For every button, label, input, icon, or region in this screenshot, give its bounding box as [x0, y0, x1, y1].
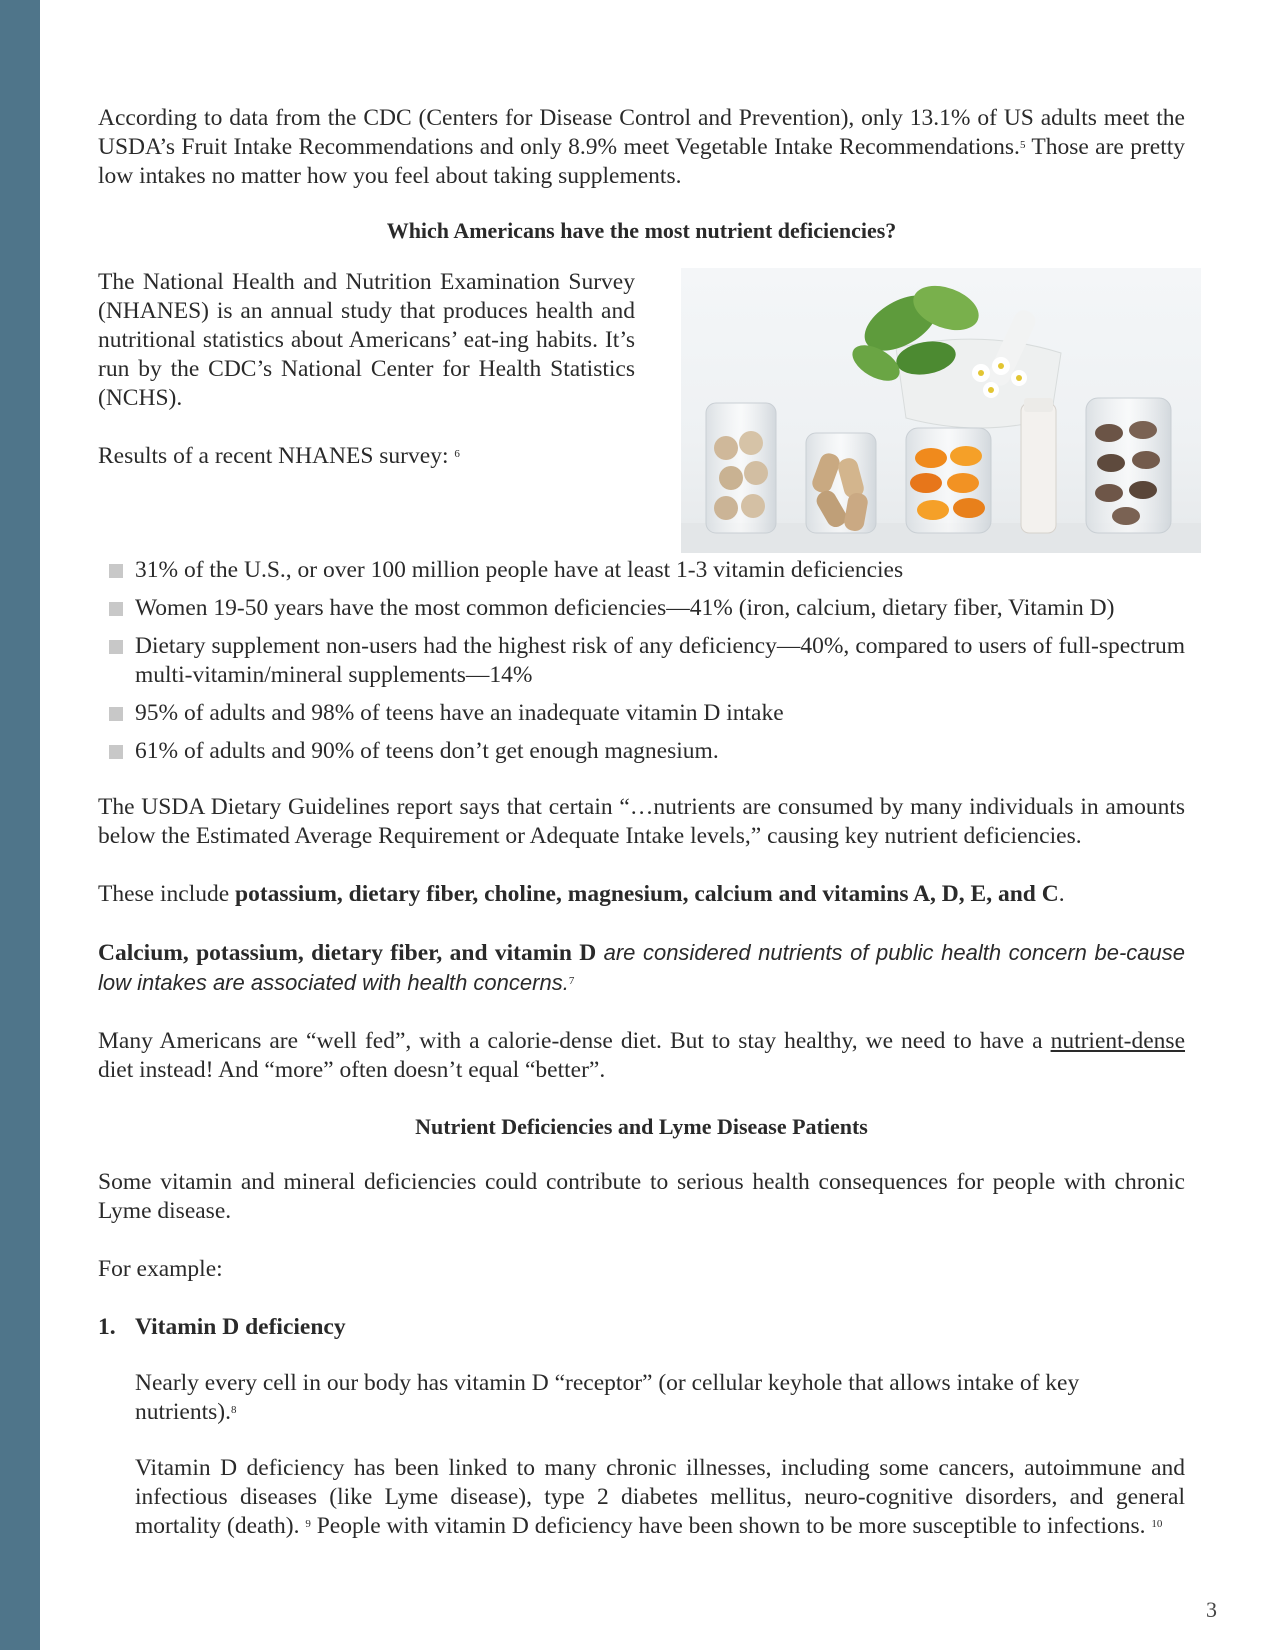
section-heading-deficiencies: Which Americans have the most nutrient deficiencies? — [386, 218, 897, 243]
footnote-ref: 6 — [454, 448, 460, 460]
cdc-paragraph: According to data from the CDC (Centers for Disease Control and Prevention), only 13.1% of US adults meet the USDA’s Fruit Intake Recommendations and only 8.9% meet Vegetable Intake Recommendations.$^5$ Those are pretty low intakes no matter how you feel about taking supplements. — [98, 105, 1186, 189]
list-item: Dietary supplement non-users had the highest risk of any deficiency—40%, compared to users of full-spectrum multi-vitamin/mineral supplements—14% — [98, 632, 1185, 690]
list-item: Women 19-50 years have the most common deficiencies—41% (iron, calcium, dietary fiber, Vitamin D) — [98, 594, 1185, 623]
bullet-square-icon — [109, 745, 123, 759]
bullet-square-icon — [109, 640, 123, 654]
vitamin-d-receptor-paragraph: Nearly every cell in our body has vitamin D “receptor” (or cellular keyhole that allows intake of key nutrients).$^8$ — [135, 1370, 1080, 1425]
footnote-ref: 9 — [305, 1518, 311, 1530]
usda-paragraph: The USDA Dietary Guidelines report says that certain “…nutrients are consumed by many individuals in amounts below the Estimated Average Requirement or Adequate Intake levels,” causing key nutrient deficiencies. — [98, 794, 1185, 849]
numbered-heading-vitamin-d: 1. Vitamin D deficiency — [98, 1314, 346, 1340]
footnote-ref: 8 — [230, 1404, 237, 1416]
nhanes-intro — [98, 268, 1185, 556]
supplement-jars-illustration — [681, 268, 1201, 553]
section-heading-lyme: Nutrient Deficiencies and Lyme Disease Patients — [415, 1114, 868, 1139]
supplements-photo — [681, 268, 1201, 553]
bullet-square-icon — [109, 564, 123, 578]
for-example-line: For example: — [98, 1256, 223, 1282]
page-content — [98, 104, 1185, 1541]
vitamin-d-illness-paragraph: Vitamin D deficiency has been linked to many chronic illnesses, including some cancers, autoimmune and infectious diseases (like Lyme disease), type 2 diabetes mellitus, neuro-cognitive disorders, and general mortality (death). $^9$ People with vitamin D deficiency have been shown to be more susceptible to infections. $^{10}$ — [135, 1455, 1185, 1539]
item-number: 1. — [98, 1314, 116, 1340]
lyme-paragraph: Some vitamin and mineral deficiencies could contribute to serious health consequences for people with chronic Lyme disease. — [98, 1169, 1185, 1224]
footnote-ref: 10 — [1151, 1518, 1163, 1530]
side-accent-bar — [0, 0, 40, 1650]
public-health-paragraph: Calcium, potassium, dietary fiber, and vitamin D are considered nutrients of public health concern be-cause low intakes are associated with health concerns.$^7$ — [98, 940, 1185, 995]
footnote-ref: 7 — [568, 975, 575, 987]
bullet-square-icon — [109, 707, 123, 721]
list-item: 61% of adults and 90% of teens don’t get enough magnesium. — [98, 737, 1185, 766]
nhanes-paragraph: The National Health and Nutrition Examination Survey (NHANES) is an annual study that produces health and nutritional statistics about Americans’ eat-ing habits. It’s run by the CDC’s National Center for Health Statistics (NCHS). — [98, 269, 635, 411]
list-item: 31% of the U.S., or over 100 million people have at least 1-3 vitamin deficiencies — [98, 556, 1185, 585]
nutrients-list-paragraph: These include potassium, dietary fiber, choline, magnesium, calcium and vitamins A, D, E, and C. — [98, 881, 1065, 907]
list-item: 95% of adults and 98% of teens have an inadequate vitamin D intake — [98, 699, 1185, 728]
bullet-square-icon — [109, 602, 123, 616]
page-number: 3 — [1206, 1597, 1217, 1622]
well-fed-paragraph: Many Americans are “well fed”, with a calorie-dense diet. But to stay healthy, we need to have a nutrient-dense diet instead! And “more” often doesn’t equal “better”. — [98, 1028, 1186, 1083]
nhanes-results-line: Results of a recent NHANES survey: $^6$ — [98, 443, 460, 469]
footnote-ref: 5 — [1019, 139, 1026, 151]
nhanes-results-list — [98, 556, 1185, 766]
nhanes-text-column — [98, 268, 635, 471]
